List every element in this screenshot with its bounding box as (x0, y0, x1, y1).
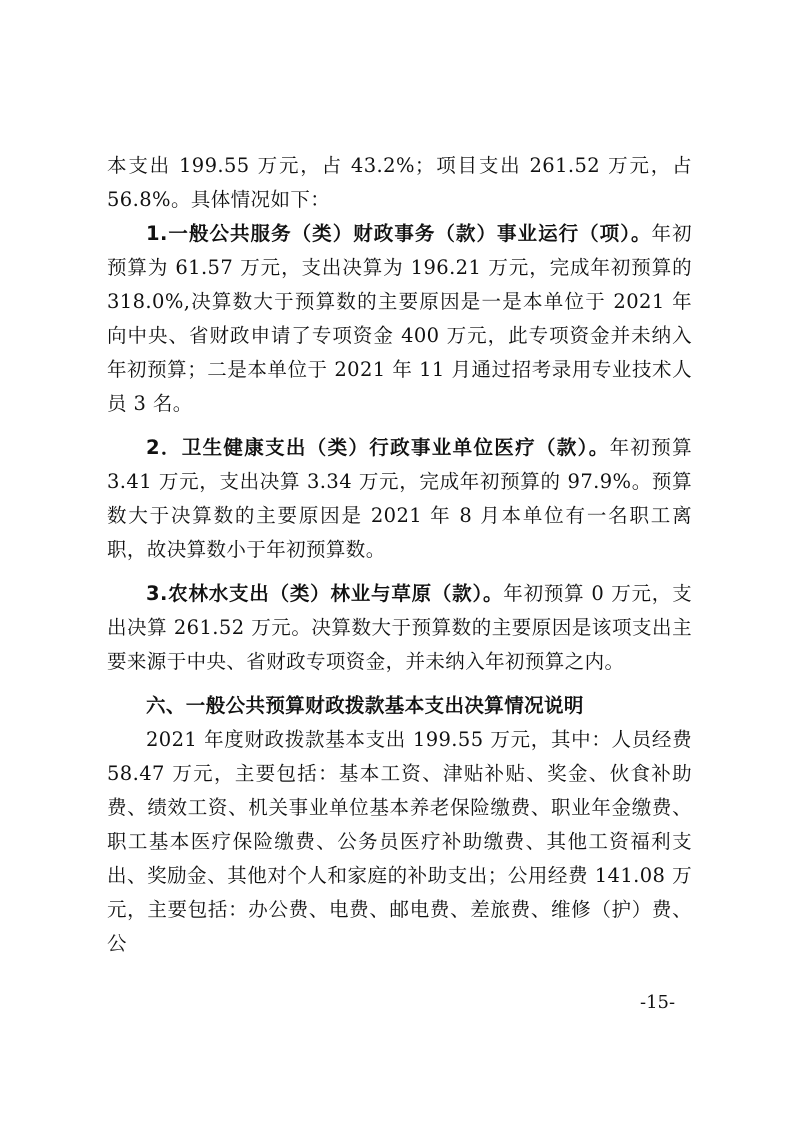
document-body (107, 149, 692, 961)
paragraph-item-3 (107, 577, 692, 679)
item-3-title: 3.农林水支出（类）林业与草原（款）。 (146, 582, 504, 605)
paragraph-item-1 (107, 217, 692, 421)
item-2-text: 年初预算 3.41 万元，支出决算 3.34 万元，完成年初预算的 97.9%。预算数大于决算数的主要原因是 2021 年 8 月本单位有一名职工离职，故决算数小于年初预算数。 (107, 436, 692, 561)
section-6-paragraph: 2021 年度财政拨款基本支出 199.55 万元，其中：人员经费 58.47 万元，主要包括：基本工资、津贴补贴、奖金、伙食补助费、绩效工资、机关事业单位基本养老保险缴费、职业年金缴费、职工基本医疗保险缴费、公务员医疗补助缴费、其他工资福利支出、奖励金、其他对个人和家庭的补助支出；公用经费 141.08 万元，主要包括：办公费、电费、邮电费、差旅费、维修（护）费、公 (107, 728, 692, 955)
item-3-text: 年初预算 0 万元，支出决算 261.52 万元。决算数大于预算数的主要原因是该项支出主要来源于中央、省财政专项资金，并未纳入年初预算之内。 (107, 582, 692, 673)
item-1-title: 1.一般公共服务（类）财政事务（款）事业运行（项）。 (146, 222, 652, 245)
item-1-text: 年初预算为 61.57 万元，支出决算为 196.21 万元，完成年初预算的 318.0%,决算数大于预算数的主要原因是一是本单位于 2021 年向中央、省财政申请了专项资金 400 万元，此专项资金并未纳入年初预算；二是本单位于 2021 年 11 月通过招考录用专业技术人员 3 名。 (107, 222, 692, 415)
item-2-title: 2．卫生健康支出（类）行政事业单位医疗（款）。 (146, 436, 610, 459)
page-number: -15- (640, 992, 676, 1013)
section-6-heading: 六、一般公共预算财政拨款基本支出决算情况说明 (146, 694, 584, 717)
paragraph-intro: 本支出 199.55 万元，占 43.2%；项目支出 261.52 万元，占 56.8%。具体情况如下： (107, 154, 692, 211)
paragraph-item-2 (107, 431, 692, 567)
